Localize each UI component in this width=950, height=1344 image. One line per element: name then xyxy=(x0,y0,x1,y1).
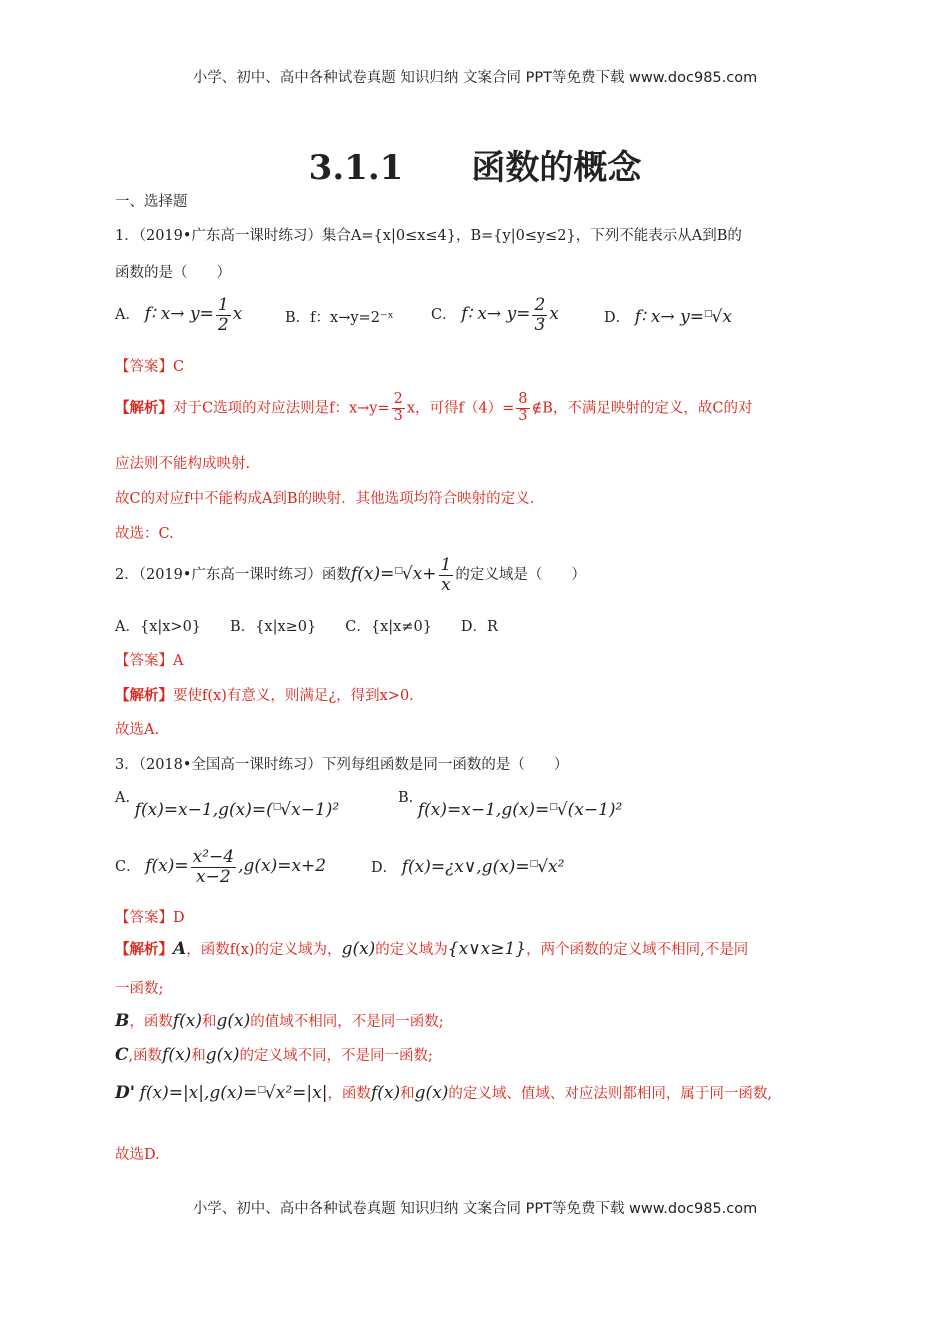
math-expr: √x xyxy=(711,307,732,327)
numerator: 8 xyxy=(518,391,528,407)
q1-explanation-line3: 故C的对应f中不能构成A到B的映射．其他选项均符合映射的定义. xyxy=(115,491,535,507)
q1-explanation-line1 xyxy=(115,392,753,425)
fraction xyxy=(392,392,405,425)
fraction xyxy=(216,296,231,334)
text: ，函数f(x)的定义域为， xyxy=(186,942,342,958)
math-expr: )² xyxy=(325,800,340,820)
page-footer: 小学、初中、高中各种试卷真题 知识归纳 文案合同 PPT等免费下载 www.doc985.com xyxy=(192,1201,758,1217)
math-expr: f(x) xyxy=(370,1083,401,1103)
q3-explanation-b xyxy=(115,1010,444,1031)
math-expr: D' xyxy=(115,1083,135,1103)
math-expr: f(x)= xyxy=(350,564,395,585)
q3-explanation-end: 故选D. xyxy=(115,1147,160,1163)
option-label: B. xyxy=(398,790,414,806)
math-expr: √x²=|x| xyxy=(264,1083,328,1103)
numerator: x²−4 xyxy=(192,847,235,867)
text: ,函数 xyxy=(128,1048,163,1064)
q1-option-a xyxy=(115,296,242,334)
math-expr: f(x)=|x|,g(x)= xyxy=(139,1083,258,1103)
math-expr: {x∨x≥1} xyxy=(447,939,527,959)
option-label: C． xyxy=(115,859,141,876)
explanation-prefix: 【解析】 xyxy=(115,941,173,958)
fraction xyxy=(439,556,454,594)
math-expr: g(x) xyxy=(414,1083,449,1103)
q1-explanation-line2: 应法则不能构成映射. xyxy=(115,456,251,472)
math-expr: A xyxy=(173,939,187,959)
denominator: 3 xyxy=(534,314,546,335)
text: ，两个函数的定义域不相同,不是同 xyxy=(526,942,749,958)
q1-option-d xyxy=(604,306,732,327)
placeholder-box-icon: □ xyxy=(529,859,539,870)
q2-explanation-line1 xyxy=(115,684,414,705)
text: ，函数 xyxy=(129,1014,173,1030)
section-heading: 一、选择题 xyxy=(115,194,188,210)
q1-option-c xyxy=(431,296,559,334)
text: 和 xyxy=(191,1048,206,1064)
math-expr: √x+ xyxy=(401,564,437,585)
math-expr: x xyxy=(232,304,243,325)
text: x，可得f（4）= xyxy=(406,400,515,417)
q1-explanation-line4: 故选：C. xyxy=(115,526,174,542)
q3-option-d xyxy=(371,856,564,877)
denominator: 3 xyxy=(393,407,403,424)
denominator: 3 xyxy=(518,407,528,424)
q3-option-b xyxy=(398,790,623,820)
math-expr: f(x)= xyxy=(145,856,189,877)
text: ，函数 xyxy=(327,1086,371,1102)
q3-option-c xyxy=(115,848,326,886)
denominator: 2 xyxy=(217,314,229,335)
q3-stem: 3．（2018•全国高一课时练习）下列每组函数是同一函数的是（ ） xyxy=(115,757,569,773)
q3-answer: 【答案】D xyxy=(115,910,185,926)
math-expr: f(x)=¿x∨,g(x)= xyxy=(401,857,530,877)
math-expr: x xyxy=(549,304,559,325)
math-expr: g(x) xyxy=(216,1011,251,1031)
option-label: D． xyxy=(604,310,631,326)
option-label: D． xyxy=(371,860,398,876)
q2-stem xyxy=(115,556,586,594)
placeholder-box-icon: □ xyxy=(394,566,403,577)
q1-option-b: B．f：x→y=2⁻ˣ xyxy=(285,310,394,326)
numerator: 2 xyxy=(534,295,546,315)
q1-stem-line1: 1．（2019•广东高一课时练习）集合A={x|0≤x≤4}，B={y|0≤y≤2}，下列不能表示从A到B的 xyxy=(115,228,742,244)
math-expr: g(x) xyxy=(341,939,376,959)
q2-answer: 【答案】A xyxy=(115,653,184,669)
explanation-prefix: 【解析】 xyxy=(115,399,173,417)
option-label: A． xyxy=(115,307,140,324)
option-label: A. xyxy=(115,790,131,806)
math-expr: B xyxy=(115,1011,130,1031)
math-expr: ,g(x)=x+2 xyxy=(238,856,327,877)
math-expr: √x−1 xyxy=(280,800,326,820)
text: 的定义域不同，不是同一函数; xyxy=(239,1048,433,1064)
text: 的值域不相同，不是同一函数; xyxy=(250,1014,444,1030)
q3-option-a xyxy=(115,790,340,820)
q3-explanation-a xyxy=(115,938,748,959)
numerator: 1 xyxy=(440,555,452,575)
math-expr: f∶ x→ y= xyxy=(144,304,214,325)
denominator: x−2 xyxy=(196,866,231,887)
text: 的定义域是（ ） xyxy=(455,567,586,584)
fraction xyxy=(516,392,529,425)
math-expr: √x² xyxy=(537,857,565,877)
fraction xyxy=(191,848,236,886)
placeholder-box-icon: □ xyxy=(272,802,282,813)
q1-stem-line2: 函数的是（ ） xyxy=(115,265,231,281)
option-label: C． xyxy=(431,307,457,324)
text: 对于C选项的对应法则是f：x→y= xyxy=(173,400,390,417)
page-header: 小学、初中、高中各种试卷真题 知识归纳 文案合同 PPT等免费下载 www.doc985.com xyxy=(192,70,758,86)
numerator: 1 xyxy=(217,295,229,315)
q1-answer: 【答案】C xyxy=(115,359,185,375)
placeholder-box-icon: □ xyxy=(703,309,713,320)
explanation-prefix: 【解析】 xyxy=(115,687,173,704)
math-expr: f(x) xyxy=(172,1011,203,1031)
math-expr: f(x)=x−1,g(x)=( xyxy=(134,800,273,820)
math-expr: √(x−1)² xyxy=(556,800,623,820)
text: 的定义域为 xyxy=(375,942,448,958)
math-expr: f(x) xyxy=(162,1045,192,1065)
placeholder-box-icon: □ xyxy=(257,1085,266,1096)
text: 和 xyxy=(202,1014,217,1030)
fraction xyxy=(532,296,547,334)
numerator: 2 xyxy=(393,391,403,407)
q2-explanation-line2: 故选A. xyxy=(115,722,160,738)
math-expr: f(x)=x−1,g(x)= xyxy=(417,800,550,820)
q3-explanation-d xyxy=(115,1082,772,1103)
math-expr: f∶ x→ y= xyxy=(461,304,531,325)
text: 2．（2019•广东高一课时练习）函数 xyxy=(115,567,351,584)
text: 和 xyxy=(400,1086,415,1102)
text: ∉B，不满足映射的定义，故C的对 xyxy=(531,400,753,417)
placeholder-box-icon: □ xyxy=(549,802,558,813)
math-expr: g(x) xyxy=(205,1045,240,1065)
math-expr: f∶ x→ y= xyxy=(634,307,704,327)
q2-options: A．{x|x>0} B．{x|x≥0} C．{x|x≠0} D．R xyxy=(115,619,498,635)
q3-explanation-a2: 一函数; xyxy=(115,981,164,997)
q3-explanation-c xyxy=(115,1044,433,1065)
page-title: 3.1.1 函数的概念 xyxy=(308,148,642,188)
math-expr: C xyxy=(115,1045,129,1065)
denominator: x xyxy=(441,574,451,595)
text: 的定义域、值域、对应法则都相同，属于同一函数, xyxy=(448,1086,772,1102)
text: 要使f(x)有意义，则满足¿，得到x>0. xyxy=(173,688,414,704)
